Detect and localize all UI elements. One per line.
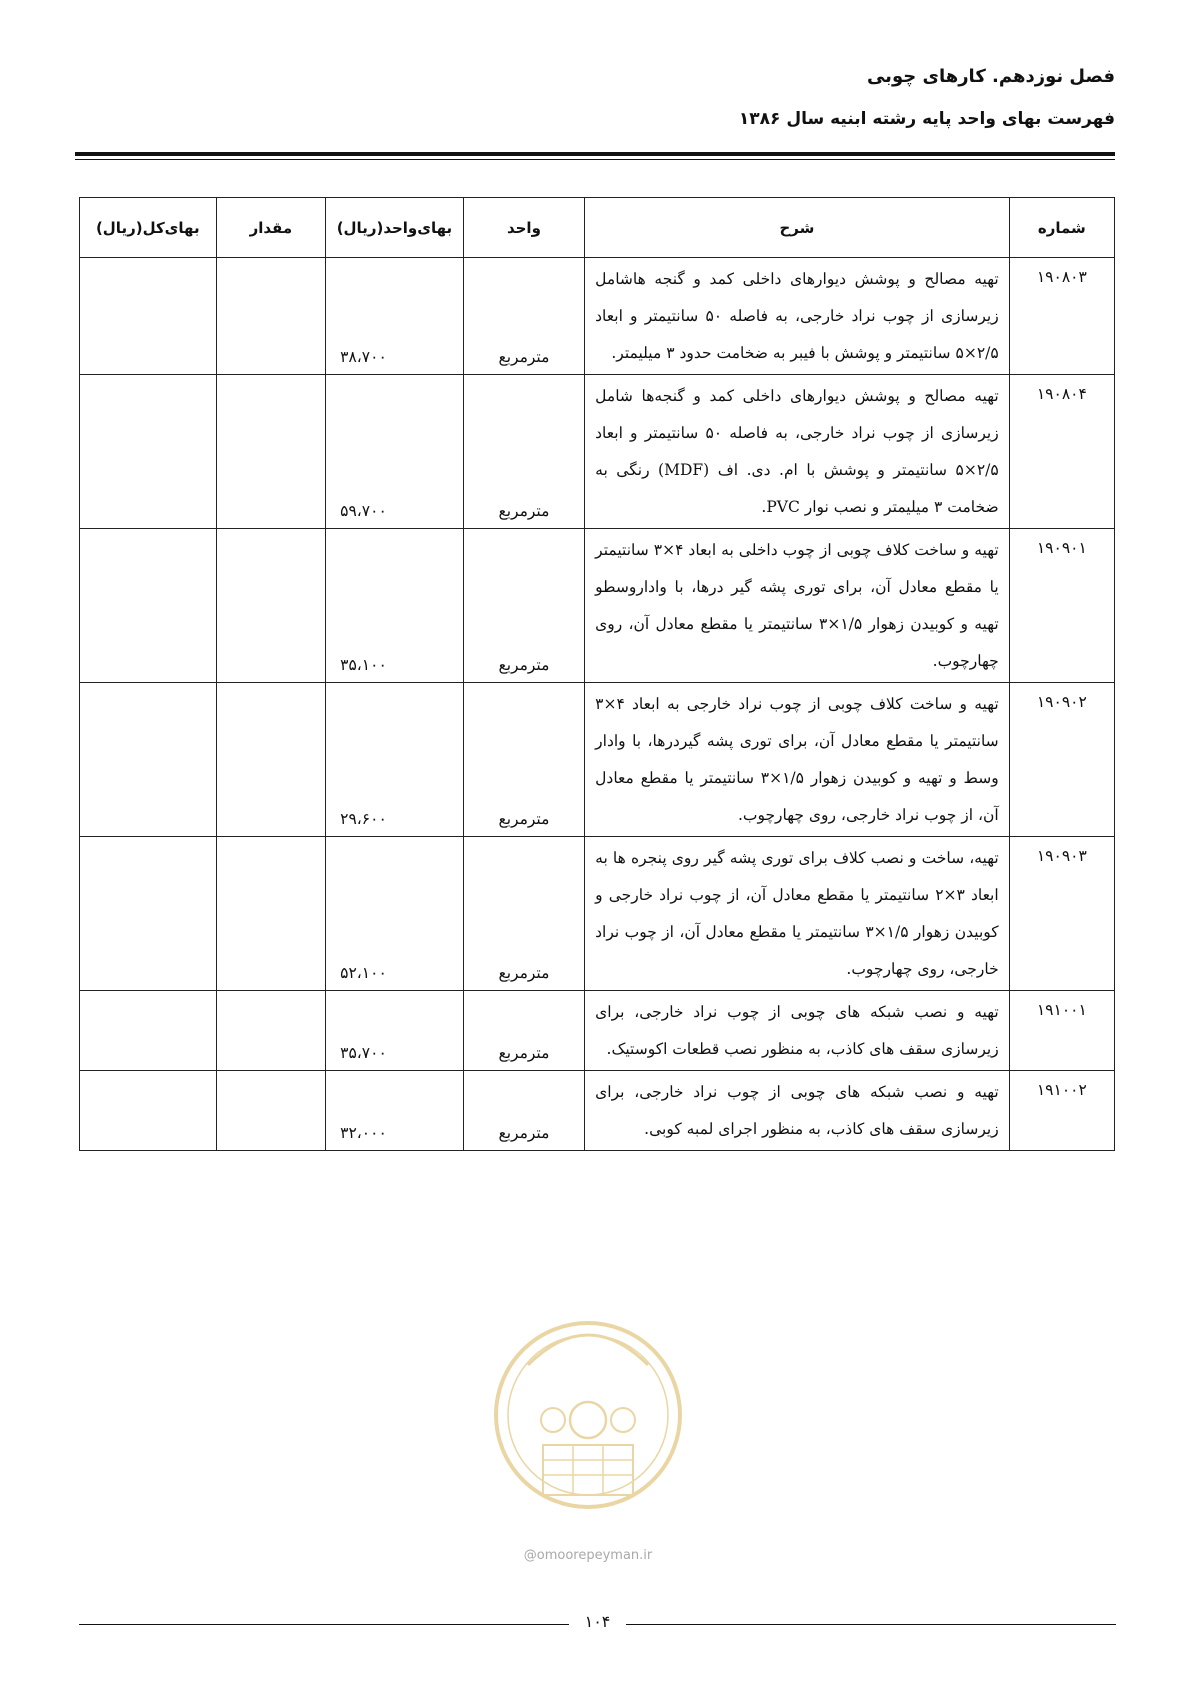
watermark-seal-icon (488, 1305, 688, 1525)
item-unit-price: ۳۵،۷۰۰ (326, 991, 464, 1071)
item-quantity (216, 529, 326, 683)
item-unit: مترمربع (463, 1071, 584, 1151)
price-list-title: فهرست بهای واحد پایه رشته ابنیه سال ۱۳۸۶ (738, 109, 1115, 129)
col-header-quantity: مقدار (216, 198, 326, 258)
col-header-unit-price: بهای‌واحد(ریال) (326, 198, 464, 258)
header-rule-thick (75, 152, 1115, 156)
item-description: تهیه و ساخت کلاف چوبی از چوب داخلی به ابعاد ۴×۳ سانتیمتر یا مقطع معادل آن، برای توری پشه گیر درها، با واداروسطو تهیه و کوبیدن زهوار ۱/۵×۳ سانتیمتر یا مقطع معادل آن، روی چهارچوب. (585, 529, 1010, 683)
table-row (80, 375, 1115, 529)
item-unit-price: ۳۲،۰۰۰ (326, 1071, 464, 1151)
item-unit: مترمربع (463, 529, 584, 683)
item-description: تهیه مصالح و پوشش دیوارهای داخلی کمد و گنجه هاشامل زیرسازی از چوب نراد خارجی، به فاصله ۵۰ سانتیمتر و ابعاد ۲/۵×۵ سانتیمتر و پوشش با فیبر به ضخامت حدود ۳ میلیمتر. (585, 258, 1010, 375)
item-unit: مترمربع (463, 375, 584, 529)
table-row (80, 837, 1115, 991)
item-total-price (80, 837, 217, 991)
item-code: ۱۹۱۰۰۱ (1009, 991, 1114, 1071)
header-rule-thin (75, 159, 1115, 160)
item-description: تهیه مصالح و پوشش دیوارهای داخلی کمد و گنجه‌ها شامل زیرسازی از چوب نراد خارجی، به فاصله ۵۰ سانتیمتر و ابعاد ۲/۵×۵ سانتیمتر و پوشش با ام. دی. اف (MDF) رنگی به ضخامت ۳ میلیمتر و نصب نوار PVC. (585, 375, 1010, 529)
table-row (80, 991, 1115, 1071)
footer-rule-left (79, 1624, 569, 1625)
item-description: تهیه و ساخت کلاف چوبی از چوب نراد خارجی به ابعاد ۴×۳ سانتیمتر یا مقطع معادل آن، برای توری پشه گیردرها، با وادار وسط و تهیه و کوبیدن زهوار ۱/۵×۳ سانتیمتر یا مقطع معادل آن، از چوب نراد خارجی، روی چهارچوب. (585, 683, 1010, 837)
item-unit: مترمربع (463, 991, 584, 1071)
item-total-price (80, 991, 217, 1071)
table-row (80, 529, 1115, 683)
item-quantity (216, 1071, 326, 1151)
item-total-price (80, 529, 217, 683)
item-total-price (80, 683, 217, 837)
item-unit-price: ۳۵،۱۰۰ (326, 529, 464, 683)
item-code: ۱۹۰۹۰۳ (1009, 837, 1114, 991)
item-code: ۱۹۰۸۰۴ (1009, 375, 1114, 529)
col-header-unit: واحد (463, 198, 584, 258)
footer-rule-right (626, 1624, 1116, 1625)
item-code: ۱۹۱۰۰۲ (1009, 1071, 1114, 1151)
item-description: تهیه و نصب شبکه های چوبی از چوب نراد خارجی، برای زیرسازی سقف های کاذب، به منظور اجرای لمبه کوبی. (585, 1071, 1010, 1151)
col-header-code: شماره (1009, 198, 1114, 258)
item-unit-price: ۵۲،۱۰۰ (326, 837, 464, 991)
item-description: تهیه، ساخت و نصب کلاف برای توری پشه گیر روی پنجره ها به ابعاد ۳×۲ سانتیمتر یا مقطع معادل آن، از چوب نراد خارجی و کوبیدن زهوار ۱/۵×۳ سانتیمتر یا مقطع معادل آن، از چوب نراد خارجی، روی چهارچوب. (585, 837, 1010, 991)
item-quantity (216, 837, 326, 991)
table-header-row (80, 198, 1115, 258)
item-total-price (80, 258, 217, 375)
item-quantity (216, 375, 326, 529)
item-description: تهیه و نصب شبکه های چوبی از چوب نراد خارجی، برای زیرسازی سقف های کاذب، به منظور نصب قطعات اکوستیک. (585, 991, 1010, 1071)
item-quantity (216, 258, 326, 375)
item-unit: مترمربع (463, 683, 584, 837)
watermark-url: @omoorepeyman.ir (523, 1548, 653, 1563)
chapter-title: فصل نوزدهم. کارهای چوبی (866, 66, 1115, 87)
price-table (79, 197, 1115, 1151)
item-quantity (216, 991, 326, 1071)
col-header-description: شرح (585, 198, 1010, 258)
item-unit: مترمربع (463, 837, 584, 991)
item-code: ۱۹۰۹۰۲ (1009, 683, 1114, 837)
table-row (80, 258, 1115, 375)
item-unit-price: ۵۹،۷۰۰ (326, 375, 464, 529)
item-total-price (80, 1071, 217, 1151)
table-row (80, 1071, 1115, 1151)
item-code: ۱۹۰۹۰۱ (1009, 529, 1114, 683)
item-unit: مترمربع (463, 258, 584, 375)
item-unit-price: ۳۸،۷۰۰ (326, 258, 464, 375)
page-header (739, 62, 1115, 134)
item-quantity (216, 683, 326, 837)
item-code: ۱۹۰۸۰۳ (1009, 258, 1114, 375)
table-row (80, 683, 1115, 837)
item-unit-price: ۲۹،۶۰۰ (326, 683, 464, 837)
col-header-total-price: بهای‌کل(ریال) (80, 198, 217, 258)
page-number: ۱۰۴ (584, 1612, 611, 1631)
item-total-price (80, 375, 217, 529)
